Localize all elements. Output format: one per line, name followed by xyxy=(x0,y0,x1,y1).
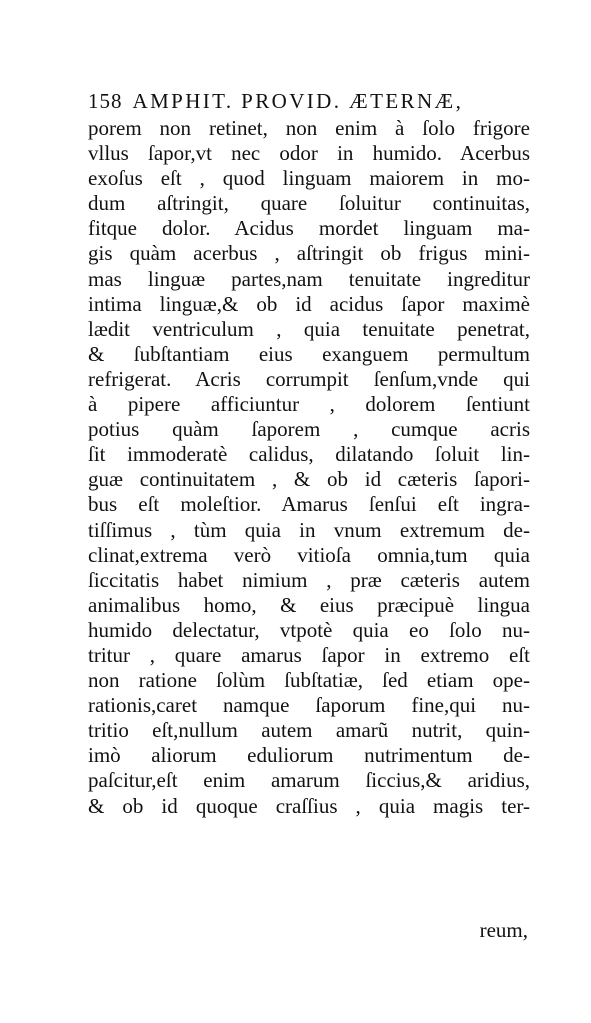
text-line: porem non retinet, non enim à ſolo frigore xyxy=(88,116,530,140)
text-line: non ratione ſolùm ſubſtatiæ, ſed etiam ope- xyxy=(88,668,530,693)
text-line: potius quàm ſaporem , cumque acris xyxy=(88,417,530,442)
text-line: tritio eſt,nullum autem amarũ nutrit, quin- xyxy=(88,718,530,743)
text-line: paſcitur,eſt enim amarum ſiccius,& aridius, xyxy=(88,768,530,793)
text-line: vllus ſapor,vt nec odor in humido. Acerbus xyxy=(88,141,530,166)
text-line: & ob id quoque craſſius , quia magis ter- xyxy=(88,793,530,818)
text-line: tiſſimus , tùm quia in vnum extremum de- xyxy=(88,517,530,542)
text-line: bus eſt moleſtior. Amarus ſenſui eſt ingra- xyxy=(88,492,530,517)
running-head xyxy=(88,86,528,116)
text-line: humido delectatur, vtpotè quia eo ſolo nu- xyxy=(88,617,530,642)
text-line: animalibus homo, & eius præcipuè lingua xyxy=(88,592,530,617)
text-line: ſiccitatis habet nimium , præ cæteris autem xyxy=(88,567,530,592)
text-line: fitque dolor. Acidus mordet linguam ma- xyxy=(88,216,530,241)
text-line: guæ continuitatem , & ob id cæteris ſapori- xyxy=(88,467,530,492)
text-line: exoſus eſt , quod linguam maiorem in mo- xyxy=(88,166,530,191)
text-line: intima linguæ,& ob id acidus ſapor maximè xyxy=(88,291,530,316)
page-number: 158 xyxy=(88,89,123,113)
text-line: lædit ventriculum , quia tenuitate penetrat, xyxy=(88,316,530,341)
catchword: reum, xyxy=(479,918,528,942)
text-line: tritur , quare amarus ſapor in extremo eſt xyxy=(88,642,530,667)
text-line: refrigerat. Acris corrumpit ſenſum,vnde qui xyxy=(88,366,530,391)
text-line: gis quàm acerbus , aſtringit ob frigus mini- xyxy=(88,241,530,266)
text-line: rationis,caret namque ſaporum fine,qui nu- xyxy=(88,693,530,718)
running-title: AMPHIT. PROVID. ÆTERNÆ, xyxy=(132,89,464,113)
text-line: dum aſtringit, quare ſoluitur continuitas, xyxy=(88,191,530,216)
text-line: ſit immoderatè calidus, dilatando ſoluit lin- xyxy=(88,442,530,467)
text-line: & ſubſtantiam eius exanguem permultum xyxy=(88,341,530,366)
text-line: à pipere afficiuntur , dolorem ſentiunt xyxy=(88,392,530,417)
body-text xyxy=(88,116,530,819)
text-line: imò aliorum eduliorum nutrimentum de- xyxy=(88,743,530,768)
text-line: clinat,extrema verò vitioſa omnia,tum quia xyxy=(88,542,530,567)
text-line: mas linguæ partes,nam tenuitate ingreditur xyxy=(88,266,530,291)
